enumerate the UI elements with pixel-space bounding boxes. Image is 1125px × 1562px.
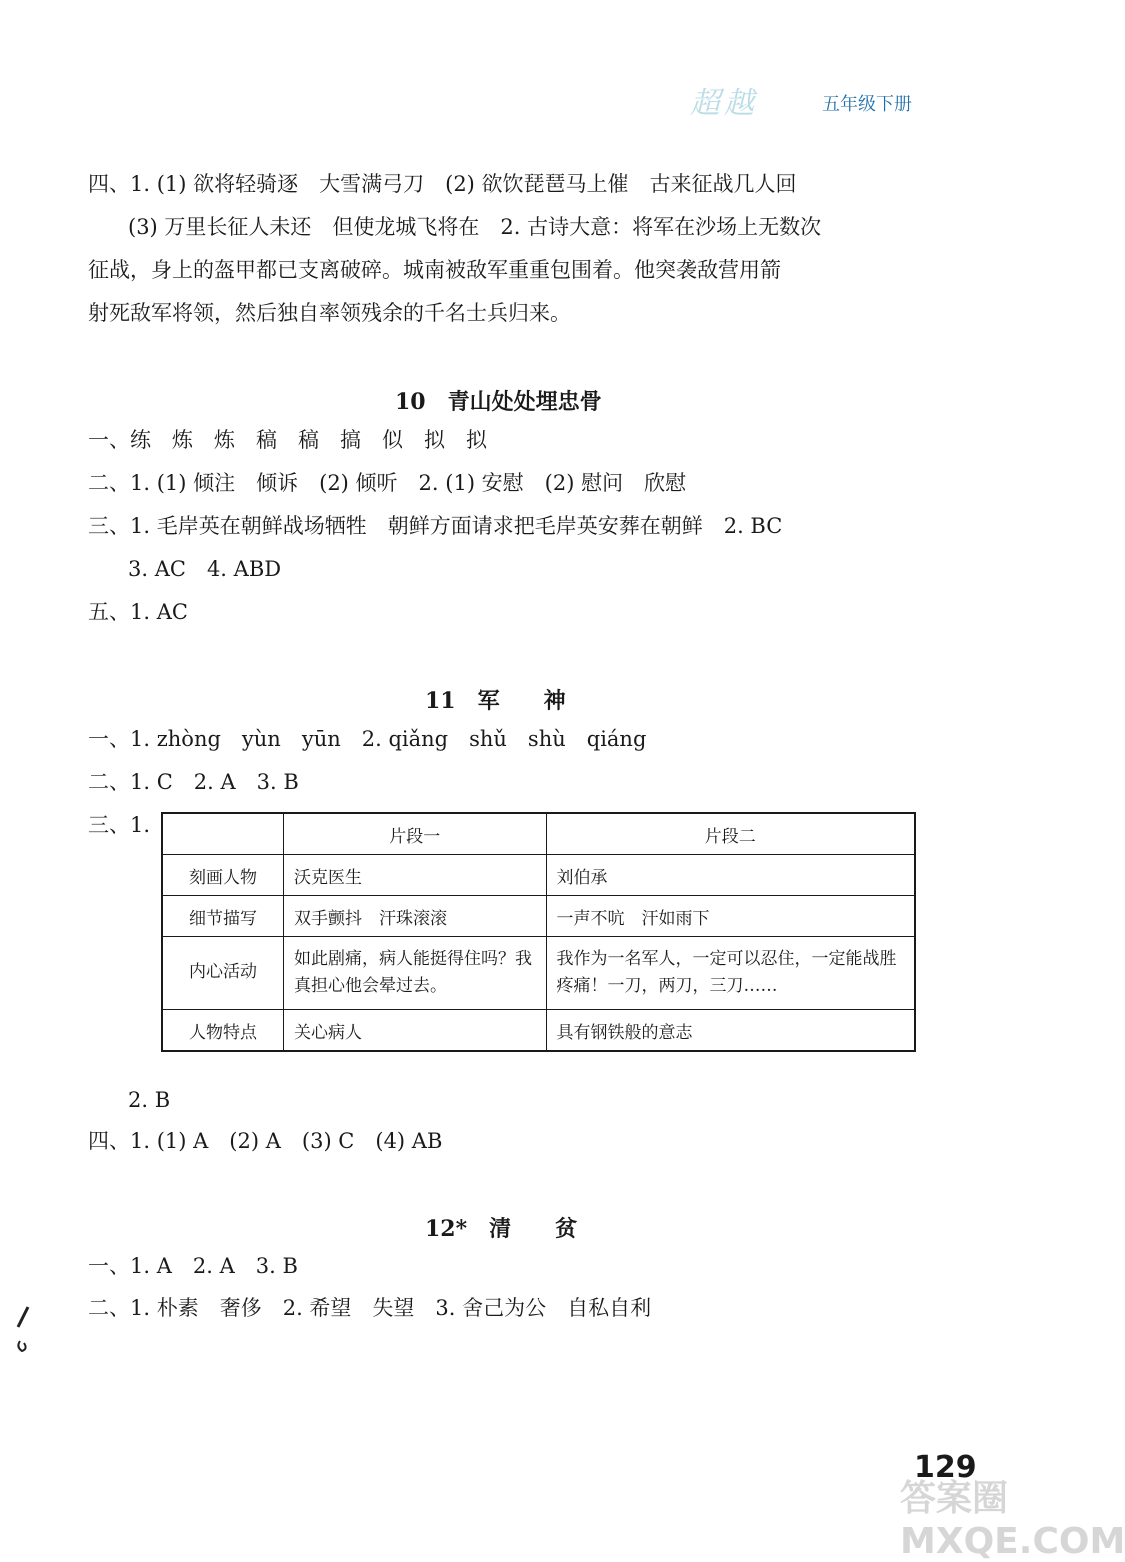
lesson-11-title: 11 军 神	[425, 688, 566, 714]
table-cell: 关心病人	[284, 1010, 547, 1052]
table-header-fragment-1: 片段一	[284, 813, 547, 855]
table-row	[162, 855, 915, 896]
lesson-10-title: 10 青山处处埋忠骨	[395, 389, 602, 415]
prev-answer-line-2: (3) 万里长征人未还 但使龙城飞将在 2. 古诗大意：将军在沙场上无数次	[128, 215, 822, 239]
table-cell: 如此剧痛，病人能挺得住吗？我真担心他会晕过去。	[284, 937, 547, 1010]
prev-answer-line-4: 射死敌军将领，然后独自率领残余的千名士兵归来。	[88, 301, 571, 325]
lesson-10-q5: 五、1. AC	[88, 600, 188, 624]
table-cell: 双手颤抖 汗珠滚滚	[284, 896, 547, 937]
lesson-12-q2: 二、1. 朴素 奢侈 2. 希望 失望 3. 舍己为公 自私自利	[88, 1296, 652, 1320]
lesson-10-q2: 二、1. (1) 倾注 倾诉 (2) 倾听 2. (1) 安慰 (2) 慰问 欣慰	[88, 471, 687, 495]
lesson-11-q3-label: 三、1.	[88, 813, 151, 837]
table-row	[162, 1010, 915, 1052]
lesson-10-q1: 一、练 炼 炼 稿 稿 搞 似 拟 拟	[88, 428, 487, 452]
table-header-fragment-2: 片段二	[546, 813, 915, 855]
table-cell: 具有钢铁般的意志	[546, 1010, 915, 1052]
table-row-head: 人物特点	[162, 1010, 284, 1052]
lesson-10-q3a: 三、1. 毛岸英在朝鲜战场牺牲 朝鲜方面请求把毛岸英安葬在朝鲜 2. BC	[88, 514, 783, 538]
table-corner-cell	[162, 813, 284, 855]
table-row	[162, 896, 915, 937]
table-cell: 沃克医生	[284, 855, 547, 896]
header-logo: 超越	[690, 86, 758, 121]
lesson-11-q2: 二、1. C 2. A 3. B	[88, 770, 299, 794]
table-row-head: 内心活动	[162, 937, 284, 1010]
table-cell: 我作为一名军人，一定可以忍住，一定能战胜疼痛！一刀，两刀，三刀……	[546, 937, 915, 1010]
table-row-head: 细节描写	[162, 896, 284, 937]
lesson-11-q1: 一、1. zhòng yùn yūn 2. qiǎng shǔ shù qiáng	[88, 727, 647, 751]
table-cell: 一声不吭 汗如雨下	[546, 896, 915, 937]
margin-pen-mark-icon	[14, 1305, 32, 1355]
page-number: 129	[914, 1450, 977, 1485]
lesson-12-q1: 一、1. A 2. A 3. B	[88, 1254, 298, 1278]
prev-answer-line-1: 四、1. (1) 欲将轻骑逐 大雪满弓刀 (2) 欲饮琵琶马上催 古来征战几人回	[88, 172, 797, 196]
lesson-10-q3b: 3. AC 4. ABD	[128, 557, 282, 581]
lesson-11-q4: 四、1. (1) A (2) A (3) C (4) AB	[88, 1129, 443, 1153]
table-row-head: 刻画人物	[162, 855, 284, 896]
watermark: 答案圈 MXQE.COM	[900, 1478, 1125, 1562]
table-cell: 刘伯承	[546, 855, 915, 896]
lesson-11-q3-2: 2. B	[128, 1088, 171, 1112]
lesson-12-title: 12* 清 贫	[425, 1216, 578, 1242]
fragment-comparison-table	[161, 812, 916, 1052]
prev-answer-line-3: 征战，身上的盔甲都已支离破碎。城南被敌军重重包围着。他突袭敌营用箭	[88, 258, 781, 282]
table-row	[162, 937, 915, 1010]
grade-label: 五年级下册	[822, 94, 912, 115]
